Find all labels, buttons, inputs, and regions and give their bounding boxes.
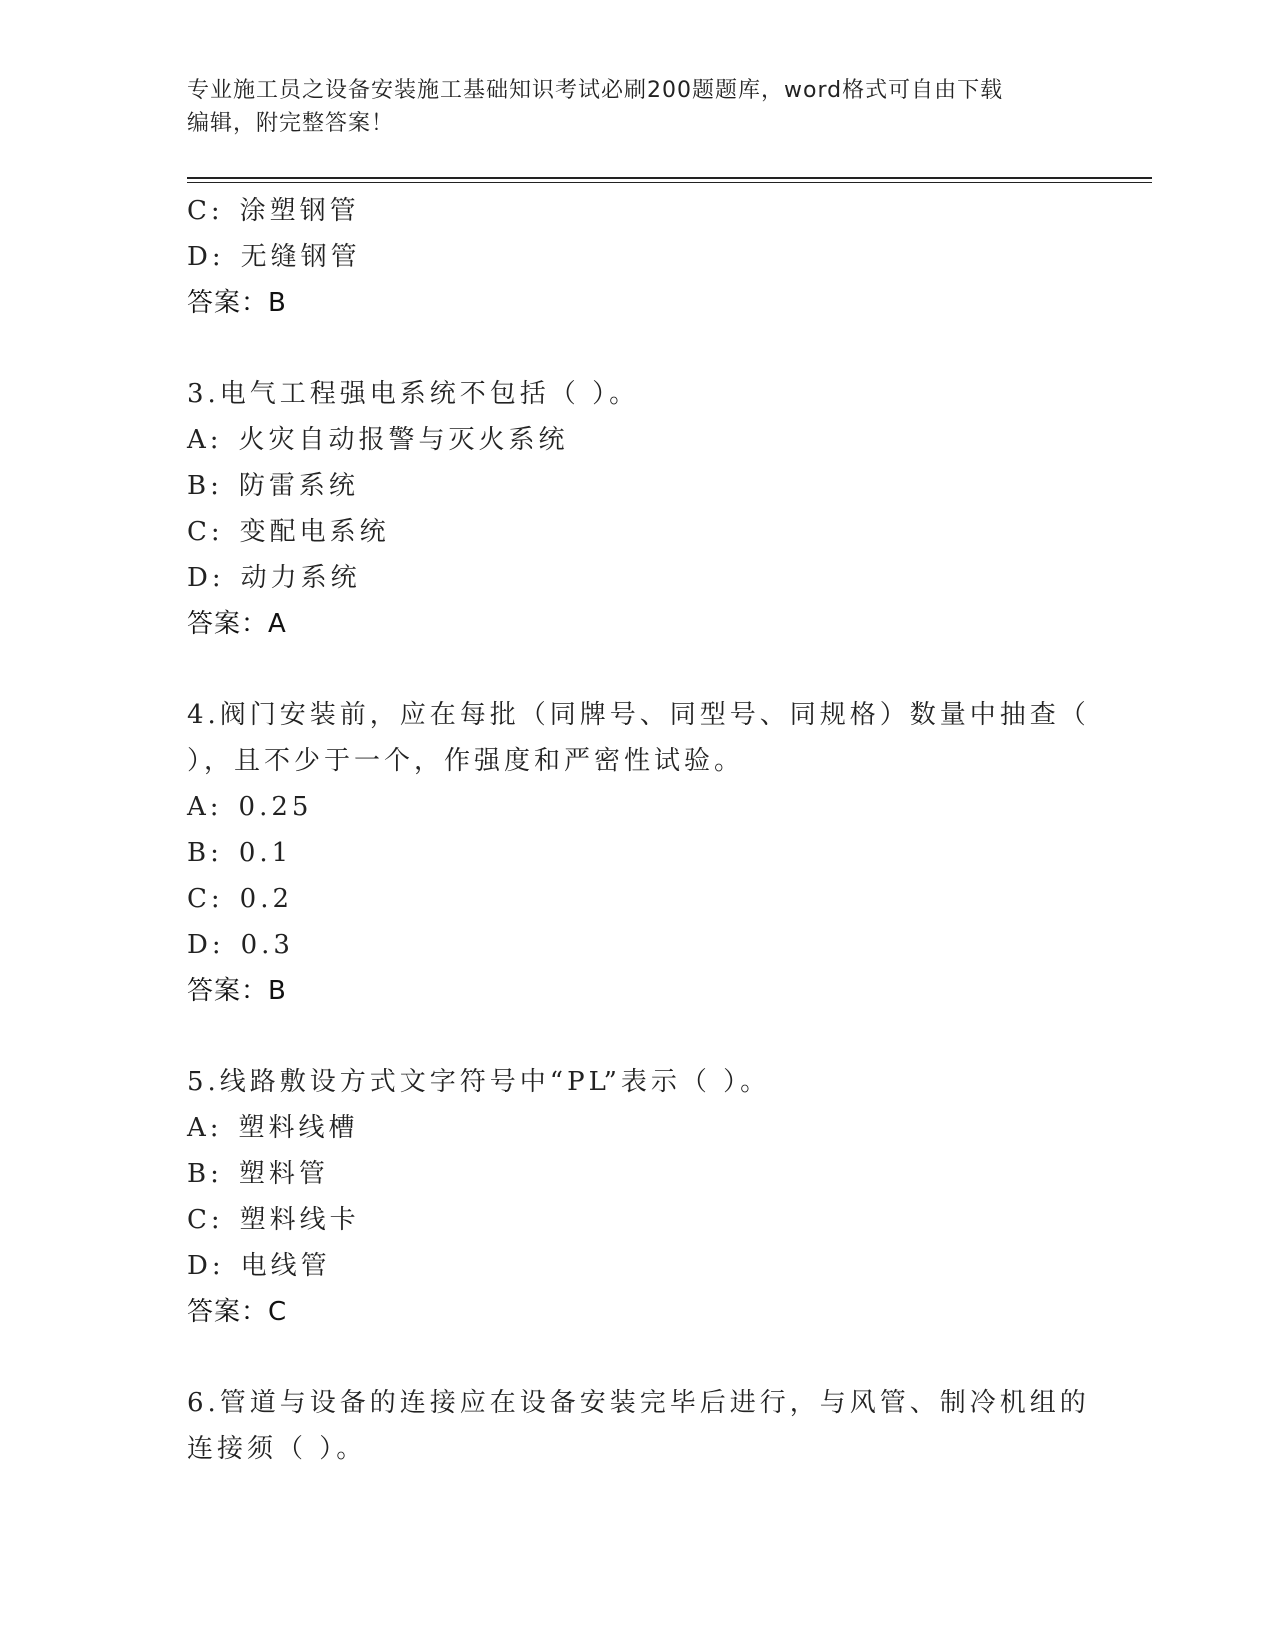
header-line-2: 编辑，附完整答案！ (187, 111, 395, 136)
option-text: 塑料线卡 (239, 1205, 360, 1235)
option-text: 0.2 (239, 884, 294, 914)
document-header (187, 74, 1067, 140)
q5-option-d (187, 1243, 1087, 1289)
q4-option-d (187, 922, 1087, 968)
q4-option-c (187, 876, 1087, 922)
q5-option-c (187, 1197, 1087, 1243)
option-text: 塑料线槽 (238, 1113, 359, 1143)
option-letter: D: (187, 242, 225, 272)
option-letter: C: (187, 1205, 224, 1235)
q4-option-b (187, 830, 1087, 876)
q5-option-b (187, 1151, 1087, 1197)
q2-option-d (187, 234, 1087, 280)
q4-stem-line-2: ），且不少于一个，作强度和严密性试验。 (187, 746, 745, 776)
q5-option-a (187, 1105, 1087, 1151)
header-rule-top (187, 177, 1152, 179)
q6-stem-line-2: 连接须（ ）。 (187, 1434, 367, 1464)
q3-option-d (187, 555, 1087, 601)
option-letter: A: (187, 1113, 223, 1143)
option-text: 0.1 (238, 838, 293, 868)
option-letter: C: (187, 517, 224, 547)
q3-stem: 3.电气工程强电系统不包括（ ）。 (187, 379, 640, 409)
option-text: 防雷系统 (238, 471, 359, 501)
option-text: 0.25 (238, 792, 313, 822)
q4-answer: 答案：B (187, 976, 287, 1006)
q2-option-c (187, 188, 1087, 234)
header-rule-bottom (187, 182, 1152, 183)
q3-answer: 答案：A (187, 609, 287, 639)
header-line-1: 专业施工员之设备安装施工基础知识考试必刷200题题库，word格式可自由下载 (187, 78, 1004, 103)
option-text: 涂塑钢管 (239, 196, 360, 226)
option-text: 电线管 (240, 1251, 331, 1281)
q3-option-b (187, 463, 1087, 509)
question-list (187, 188, 1090, 1472)
option-letter: D: (187, 930, 225, 960)
q4-option-a (187, 784, 1087, 830)
q6-stem-line-1: 6.管道与设备的连接应在设备安装完毕后进行，与风管、制冷机组的 (187, 1388, 1090, 1418)
option-letter: B: (187, 471, 223, 501)
option-letter: B: (187, 838, 223, 868)
option-letter: B: (187, 1159, 223, 1189)
option-letter: C: (187, 196, 224, 226)
q4-stem-line-1: 4.阀门安装前，应在每批（同牌号、同型号、同规格）数量中抽查（ (187, 700, 1090, 730)
option-letter: D: (187, 1251, 225, 1281)
q2-answer: 答案：B (187, 288, 287, 318)
q3-option-a (187, 417, 1087, 463)
q5-answer: 答案：C (187, 1297, 288, 1327)
option-letter: A: (187, 792, 223, 822)
option-text: 动力系统 (240, 563, 361, 593)
option-letter: A: (187, 425, 223, 455)
q5-stem: 5.线路敷设方式文字符号中“PL”表示（ ）。 (187, 1067, 771, 1097)
option-text: 无缝钢管 (240, 242, 361, 272)
q3-option-c (187, 509, 1087, 555)
option-letter: D: (187, 563, 225, 593)
option-text: 变配电系统 (239, 517, 390, 547)
option-text: 火灾自动报警与灭火系统 (238, 425, 569, 455)
option-text: 塑料管 (238, 1159, 329, 1189)
option-text: 0.3 (240, 930, 294, 960)
option-letter: C: (187, 884, 224, 914)
